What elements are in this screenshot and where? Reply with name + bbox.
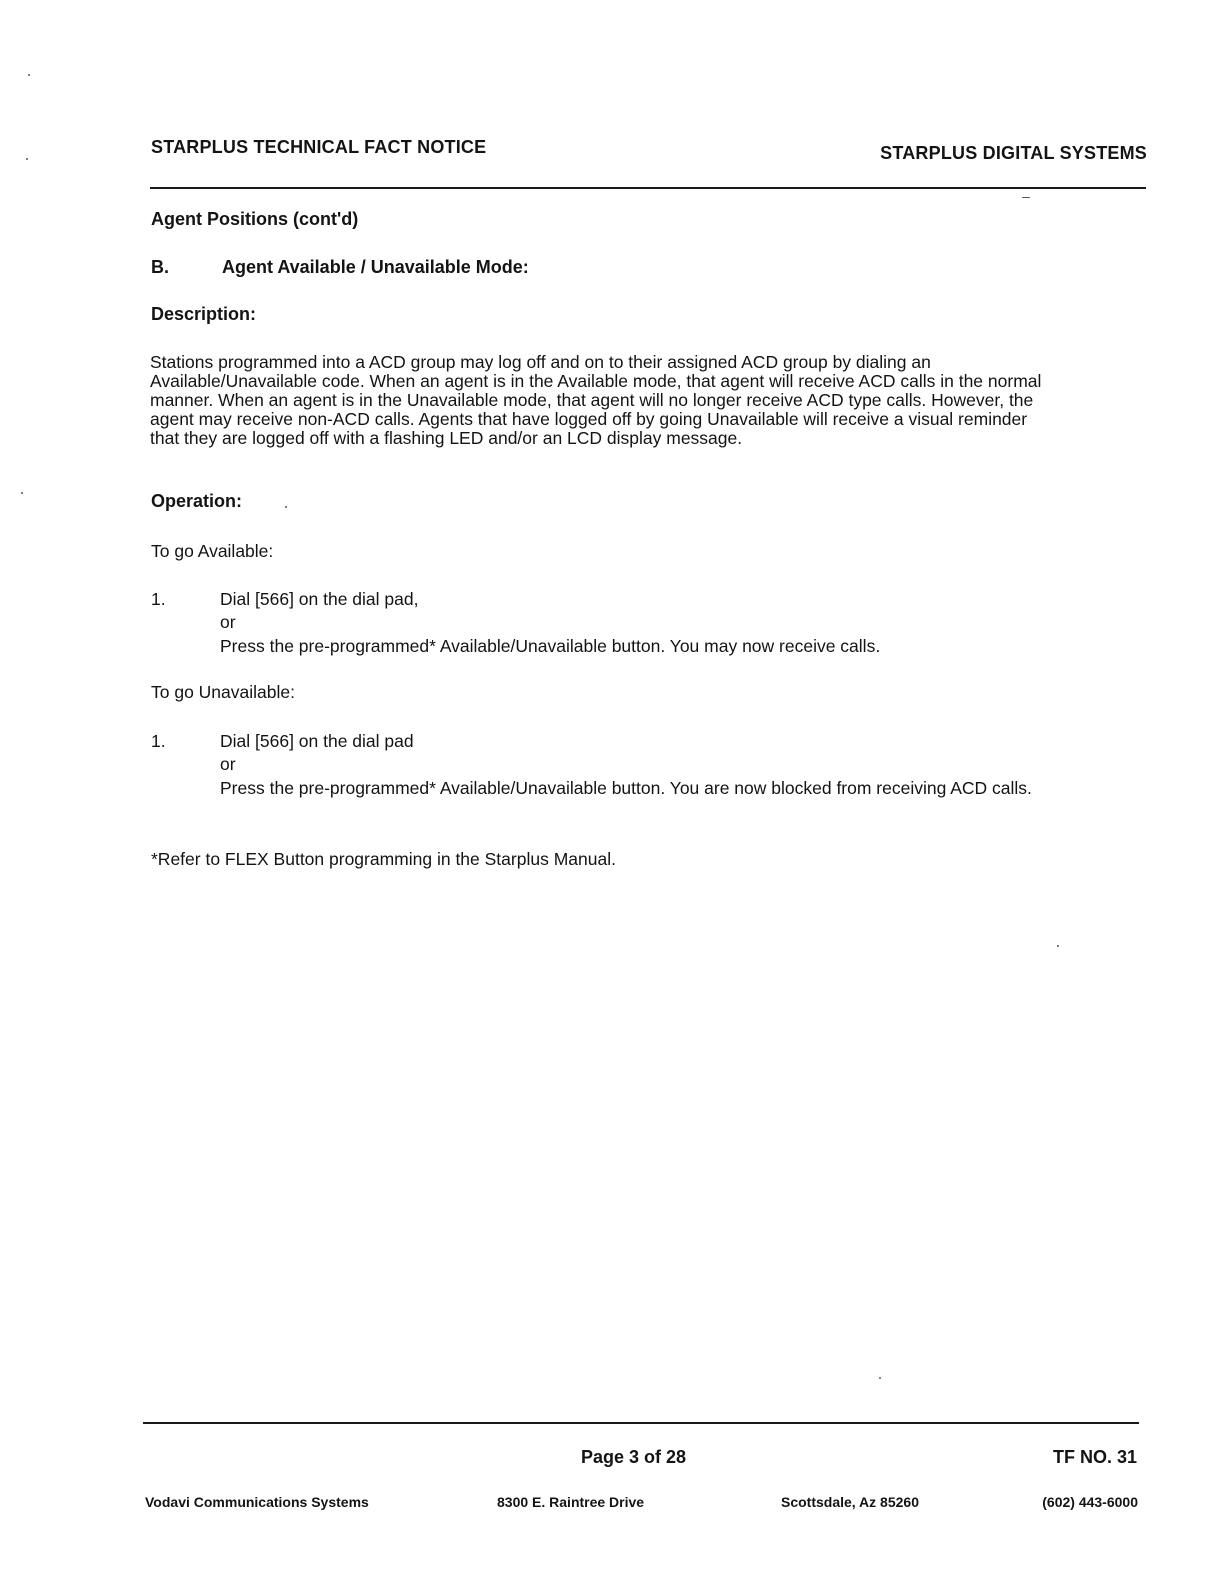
scan-speck [879,1377,881,1379]
unavailable-step-or: or [220,754,236,774]
footer-company: Vodavi Communications Systems [145,1494,369,1510]
footer-page-number: Page 3 of 28 [581,1447,687,1467]
unavailable-step-line1: Dial [566] on the dial pad [220,731,414,751]
available-step-line1: Dial [566] on the dial pad, [220,589,419,609]
description-line: Stations programmed into a ACD group may log off and on to their assigned ACD group by dialing an [150,352,931,372]
unavailable-intro: To go Unavailable: [151,682,295,702]
description-line: Available/Unavailable code. When an agent is in the Available mode, that agent will receive ACD calls in the normal [150,371,1042,391]
footnote: *Refer to FLEX Button programming in the Starplus Manual. [151,849,616,869]
available-step-or: or [220,612,236,632]
description-heading: Description: [151,304,257,324]
footer-city: Scottsdale, Az 85260 [781,1494,919,1510]
available-intro: To go Available: [151,541,274,561]
unavailable-step-number: 1. [151,731,166,751]
description-line: that they are logged off with a flashing LED and/or an LCD display message. [150,428,743,448]
description-line: manner. When an agent is in the Unavailable mode, that agent will no longer receive ACD type calls. However, the [150,390,1034,410]
scan-speck [21,492,23,494]
description-paragraph [150,353,1146,448]
scan-speck [1057,945,1059,947]
section-subtitle: Agent Available / Unavailable Mode: [222,257,529,277]
footer-phone: (602) 443-6000 [1042,1494,1138,1510]
unavailable-step-line2: Press the pre-programmed* Available/Unavailable button. You are now blocked from receiving ACD calls. [220,778,1032,798]
scan-speck [26,158,28,160]
scan-speck [285,506,287,508]
footer-rule [143,1422,1139,1424]
description-line: agent may receive non-ACD calls. Agents that have logged off by going Unavailable will receive a visual reminder [150,409,1028,429]
header-right: STARPLUS DIGITAL SYSTEMS [880,143,1147,163]
header-rule [150,187,1146,189]
scan-speck [28,74,30,76]
operation-heading: Operation: [151,491,243,511]
section-letter: B. [151,257,169,277]
header-left: STARPLUS TECHNICAL FACT NOTICE [151,137,487,157]
available-step-number: 1. [151,589,166,609]
footer-address: 8300 E. Raintree Drive [497,1494,645,1510]
available-step-line2: Press the pre-programmed* Available/Unavailable button. You may now receive calls. [220,636,881,656]
section-title: Agent Positions (cont'd) [151,209,359,229]
scan-speck [1022,197,1030,198]
footer-tf-number: TF NO. 31 [1052,1447,1137,1467]
